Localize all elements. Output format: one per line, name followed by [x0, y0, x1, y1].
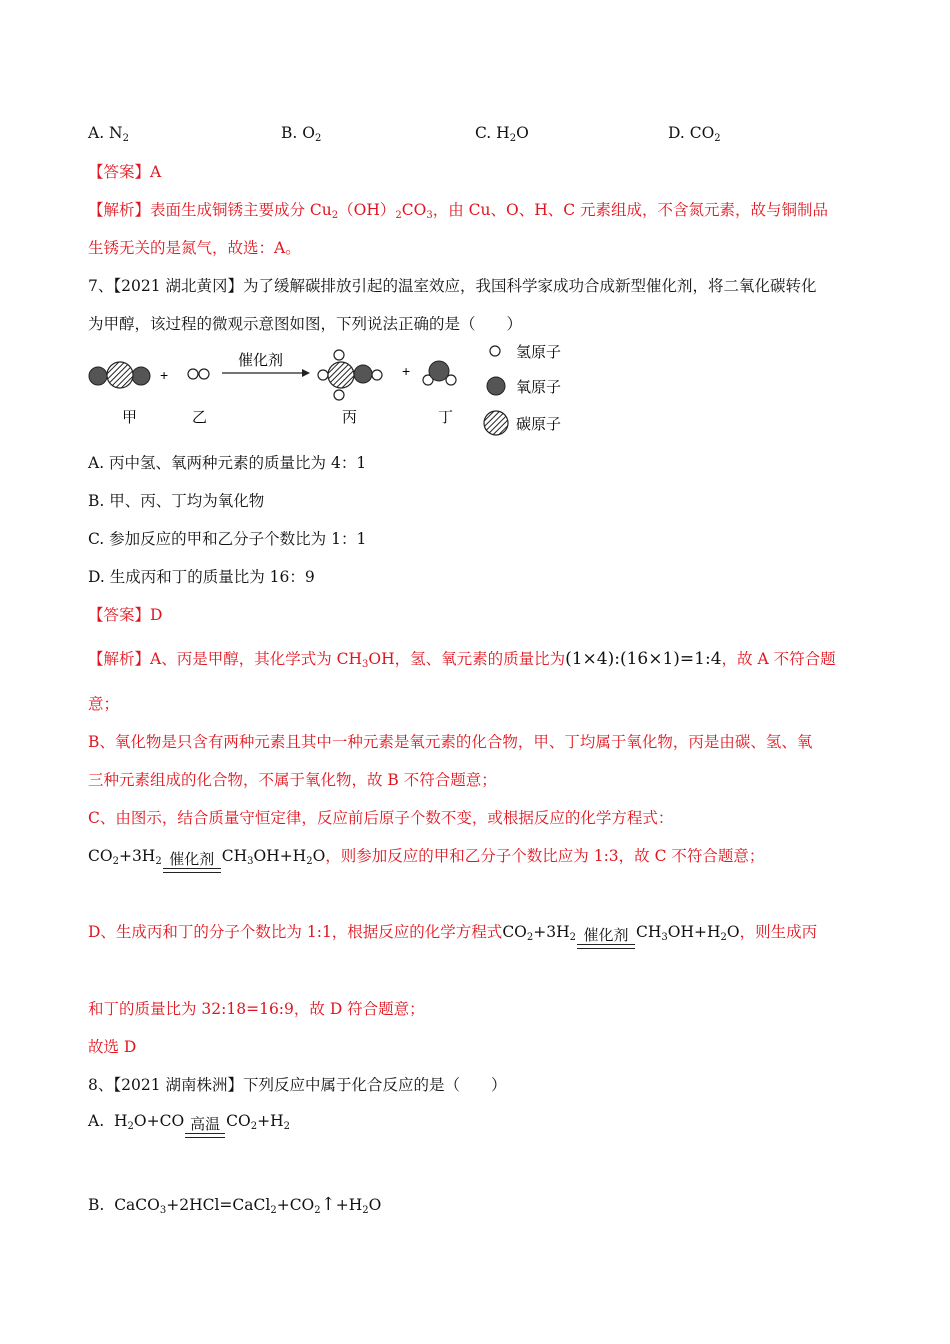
q7-analysis-a-line2: 意； [88, 695, 120, 713]
q7-stem-line2: 为甲醇，该过程的微观示意图如图，下列说法正确的是（ ） [88, 315, 523, 333]
legend [484, 343, 561, 435]
q7-analysis-b-line2: 三种元素组成的化合物，不属于氧化物，故 B 不符合题意； [88, 771, 497, 789]
equation-c: $CO_2+3H_2$ 催化剂 $CH_3OH+H_2O$ [88, 847, 325, 865]
mass-ratio-expression: (1×4):(16×1)=1:4 [565, 649, 722, 669]
label-ding: 丁 [438, 408, 454, 426]
label-jia: 甲 [122, 408, 138, 426]
q7-answer: 【答案】D [88, 606, 163, 624]
q7-analysis-c-equation-line: $CO_2+3H_2$ 催化剂 $CH_3OH+H_2O$，则参加反应的甲和乙分子个数比应为 1:3，故 C 不符合题意； [88, 845, 764, 873]
molecule-yi-h2 [188, 369, 209, 379]
q8-option-b: B. $CaCO_3+2HCl=CaCl_2+CO_2↑+H_2O$ [88, 1194, 382, 1216]
reaction-diagram [80, 338, 580, 440]
molecule-ding-h2o [423, 361, 456, 385]
label-bing: 丙 [342, 408, 358, 426]
equation-d: $CO_2+3H_2$ 催化剂 $CH_3OH+H_2O$ [502, 923, 739, 941]
q8-option-a: A. $H_2O+CO$ 高温 $CO_2+H_2$ [88, 1110, 290, 1138]
molecule-bing-ch3oh [318, 350, 382, 400]
q7-option-a: A. 丙中氢、氧两种元素的质量比为 4：1 [88, 454, 367, 472]
q7-stem-line1: 7、【2021 湖北黄冈】为了缓解碳排放引起的温室效应，我国科学家成功合成新型催化剂，将二氧化碳转化 [88, 277, 817, 295]
legend-carbon: 碳原子 [516, 415, 562, 433]
plus-sign-1: + [160, 367, 169, 383]
q6-analysis-line2: 生锈无关的是氮气，故选：A。 [88, 239, 301, 257]
q6-option-b: B. $O_2$ [281, 124, 322, 144]
legend-oxygen: 氧原子 [516, 378, 562, 396]
catalyst-label: 催化剂 [238, 351, 284, 369]
q6-option-c: C. $H_2O$ [475, 124, 529, 144]
q6-option-a: A. $N_2$ [88, 124, 129, 144]
q7-analysis-d-line1: D、生成丙和丁的分子个数比为 1:1，根据反应的化学方程式$CO_2+3H_2$ 催化剂 $CH_3OH+H_2O$，则生成丙 [88, 921, 817, 949]
q7-option-d: D. 生成丙和丁的质量比为 16：9 [88, 568, 315, 586]
q6-analysis-line1: 【解析】表面生成铜锈主要成分 $Cu_2(OH)_2CO_3$，由 Cu、O、H、C 元素组成，不含氮元素，故与铜制品 [88, 201, 829, 221]
q7-option-c: C. 参加反应的甲和乙分子个数比为 1：1 [88, 530, 367, 548]
q6-option-d: D. $CO_2$ [668, 124, 721, 144]
plus-sign-2: + [402, 363, 411, 379]
molecule-jia-co2 [89, 362, 150, 388]
q7-analysis-d-line2: 和丁的质量比为 32:18=16:9，故 D 符合题意； [88, 1000, 425, 1018]
q7-analysis-b-line1: B、氧化物是只含有两种元素且其中一种元素是氧元素的化合物，甲、丁均属于氧化物，丙是由碳、氢、氧 [88, 733, 813, 751]
q7-final-choice: 故选 D [88, 1038, 137, 1056]
label-yi: 乙 [192, 408, 208, 426]
q7-analysis-a-line1: 【解析】A、丙是甲醇，其化学式为 $CH_3OH$，氢、氧元素的质量比为(1×4):(16×1)=1:4，故 A 不符合题 [88, 649, 836, 670]
q8-stem: 8、【2021 湖南株洲】下列反应中属于化合反应的是（ ） [88, 1076, 507, 1094]
q7-option-b: B. 甲、丙、丁均为氧化物 [88, 492, 265, 510]
legend-hydrogen: 氢原子 [516, 343, 562, 361]
q7-analysis-c-line1: C、由图示，结合质量守恒定律，反应前后原子个数不变，或根据反应的化学方程式： [88, 809, 674, 827]
q6-answer: 【答案】A [88, 163, 162, 181]
